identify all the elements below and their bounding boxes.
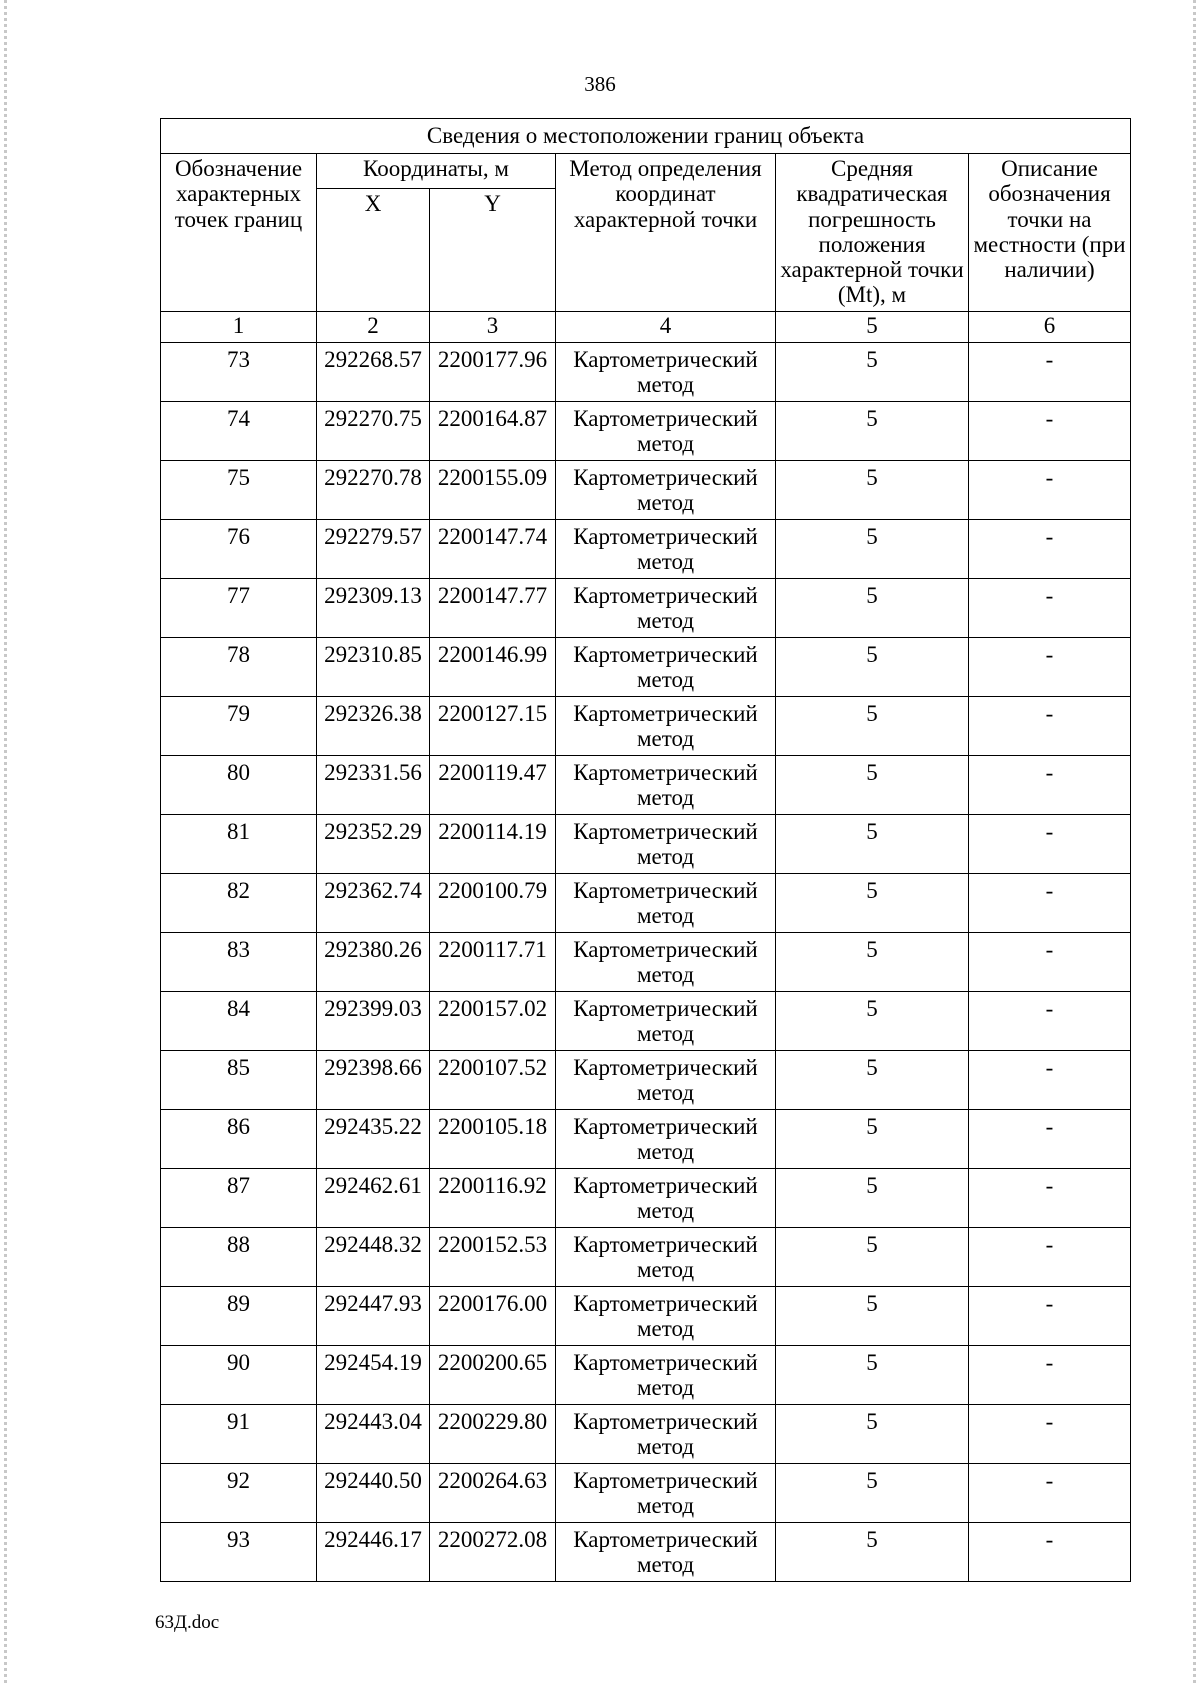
mean-error-cell: 5 [776,638,969,697]
method-cell [556,1346,776,1405]
column-number: 4 [556,312,776,343]
table-row [161,1287,1131,1346]
method-line-1: Картометрический [573,583,758,608]
method-line-2: метод [636,844,695,870]
method-line-2: метод [636,431,695,457]
description-cell: - [969,1523,1131,1582]
method-line-2: метод [636,962,695,988]
point-number-cell: 90 [161,1346,317,1405]
point-number-cell: 77 [161,579,317,638]
point-number-cell: 89 [161,1287,317,1346]
header-mean-error: Средняя квадратическая погрешность положения характерной точки (Mt), м [776,154,969,312]
point-number-cell: 87 [161,1169,317,1228]
y-coordinate-cell: 2200176.00 [430,1287,556,1346]
mean-error-cell: 5 [776,1110,969,1169]
mean-error-cell: 5 [776,756,969,815]
x-coordinate-cell: 292435.22 [317,1110,430,1169]
point-number-cell: 86 [161,1110,317,1169]
method-cell [556,1287,776,1346]
method-cell [556,992,776,1051]
point-number-cell: 82 [161,874,317,933]
description-cell: - [969,638,1131,697]
header-coordinates: Координаты, м [317,154,556,189]
x-coordinate-cell: 292310.85 [317,638,430,697]
method-cell [556,461,776,520]
y-coordinate-cell: 2200164.87 [430,402,556,461]
mean-error-cell: 5 [776,579,969,638]
mean-error-cell: 5 [776,461,969,520]
method-cell [556,1405,776,1464]
method-line-1: Картометрический [573,642,758,667]
y-coordinate-cell: 2200147.74 [430,520,556,579]
method-cell [556,579,776,638]
table-row [161,1169,1131,1228]
point-number-cell: 78 [161,638,317,697]
x-coordinate-cell: 292270.78 [317,461,430,520]
method-line-1: Картометрический [573,996,758,1021]
method-line-2: метод [636,667,695,693]
page-number: 386 [584,72,616,96]
mean-error-cell: 5 [776,874,969,933]
table-caption: Сведения о местоположении границ объекта [161,119,1131,154]
point-number-cell: 73 [161,343,317,402]
method-line-2: метод [636,1375,695,1401]
x-coordinate-cell: 292448.32 [317,1228,430,1287]
mean-error-cell: 5 [776,697,969,756]
method-line-2: метод [636,1139,695,1165]
table-row [161,402,1131,461]
point-number-cell: 84 [161,992,317,1051]
method-line-2: метод [636,608,695,634]
point-number-cell: 91 [161,1405,317,1464]
table-row [161,1523,1131,1582]
x-coordinate-cell: 292279.57 [317,520,430,579]
table-row [161,815,1131,874]
column-number: 5 [776,312,969,343]
y-coordinate-cell: 2200146.99 [430,638,556,697]
method-line-2: метод [636,1257,695,1283]
method-cell [556,638,776,697]
method-line-2: метод [636,1434,695,1460]
boundary-coordinates-table [160,118,1131,1582]
column-number: 2 [317,312,430,343]
description-cell: - [969,874,1131,933]
y-coordinate-cell: 2200155.09 [430,461,556,520]
method-line-2: метод [636,1080,695,1106]
x-coordinate-cell: 292443.04 [317,1405,430,1464]
table-row [161,1110,1131,1169]
method-cell [556,1169,776,1228]
table-row [161,520,1131,579]
method-cell [556,874,776,933]
y-coordinate-cell: 2200114.19 [430,815,556,874]
footer-file-reference: 63Д.doc [155,1612,220,1633]
header-point-designation: Обозначение характерных точек границ [161,154,317,312]
mean-error-cell: 5 [776,520,969,579]
description-cell: - [969,815,1131,874]
point-number-cell: 85 [161,1051,317,1110]
method-line-1: Картометрический [573,524,758,549]
method-cell [556,1110,776,1169]
x-coordinate-cell: 292268.57 [317,343,430,402]
mean-error-cell: 5 [776,402,969,461]
method-line-1: Картометрический [573,701,758,726]
method-line-2: метод [636,726,695,752]
method-line-1: Картометрический [573,1232,758,1257]
description-cell: - [969,992,1131,1051]
column-number: 1 [161,312,317,343]
method-line-1: Картометрический [573,819,758,844]
point-number-cell: 88 [161,1228,317,1287]
y-coordinate-cell: 2200147.77 [430,579,556,638]
table-row [161,1464,1131,1523]
point-number-cell: 76 [161,520,317,579]
column-number-row [161,312,1131,343]
x-coordinate-cell: 292352.29 [317,815,430,874]
column-number: 6 [969,312,1131,343]
mean-error-cell: 5 [776,992,969,1051]
y-coordinate-cell: 2200152.53 [430,1228,556,1287]
description-cell: - [969,1110,1131,1169]
method-cell [556,520,776,579]
y-coordinate-cell: 2200177.96 [430,343,556,402]
y-coordinate-cell: 2200117.71 [430,933,556,992]
x-coordinate-cell: 292462.61 [317,1169,430,1228]
y-coordinate-cell: 2200272.08 [430,1523,556,1582]
mean-error-cell: 5 [776,1346,969,1405]
description-cell: - [969,520,1131,579]
x-coordinate-cell: 292362.74 [317,874,430,933]
method-line-1: Картометрический [573,878,758,903]
method-cell [556,1523,776,1582]
x-coordinate-cell: 292309.13 [317,579,430,638]
description-cell: - [969,1405,1131,1464]
mean-error-cell: 5 [776,343,969,402]
method-line-1: Картометрический [573,937,758,962]
method-line-1: Картометрический [573,1468,758,1493]
table-row [161,1405,1131,1464]
point-number-cell: 75 [161,461,317,520]
x-coordinate-cell: 292446.17 [317,1523,430,1582]
description-cell: - [969,1228,1131,1287]
method-line-2: метод [636,549,695,575]
table-row [161,1051,1131,1110]
y-coordinate-cell: 2200107.52 [430,1051,556,1110]
y-coordinate-cell: 2200229.80 [430,1405,556,1464]
description-cell: - [969,402,1131,461]
method-line-1: Картометрический [573,1527,758,1552]
method-line-2: метод [636,1316,695,1342]
mean-error-cell: 5 [776,1169,969,1228]
method-line-1: Картометрический [573,1114,758,1139]
method-line-1: Картометрический [573,406,758,431]
point-number-cell: 81 [161,815,317,874]
method-line-1: Картометрический [573,465,758,490]
x-coordinate-cell: 292270.75 [317,402,430,461]
point-number-cell: 93 [161,1523,317,1582]
table-row [161,1346,1131,1405]
method-cell [556,815,776,874]
method-line-1: Картометрический [573,1055,758,1080]
y-coordinate-cell: 2200105.18 [430,1110,556,1169]
description-cell: - [969,1287,1131,1346]
table-row [161,933,1131,992]
header-description: Описание обозначения точки на местности (при наличии) [969,154,1131,312]
table-row [161,343,1131,402]
method-cell [556,1228,776,1287]
mean-error-cell: 5 [776,933,969,992]
mean-error-cell: 5 [776,1464,969,1523]
method-line-2: метод [636,1552,695,1578]
header-method: Метод определения координат характерной точки [556,154,776,312]
method-line-1: Картометрический [573,1173,758,1198]
table-row [161,461,1131,520]
mean-error-cell: 5 [776,1051,969,1110]
mean-error-cell: 5 [776,1228,969,1287]
method-cell [556,756,776,815]
x-coordinate-cell: 292454.19 [317,1346,430,1405]
mean-error-cell: 5 [776,1287,969,1346]
y-coordinate-cell: 2200119.47 [430,756,556,815]
method-line-2: метод [636,1021,695,1047]
method-line-1: Картометрический [573,1291,758,1316]
method-line-2: метод [636,1198,695,1224]
y-coordinate-cell: 2200157.02 [430,992,556,1051]
x-coordinate-cell: 292399.03 [317,992,430,1051]
method-cell [556,1464,776,1523]
x-coordinate-cell: 292398.66 [317,1051,430,1110]
x-coordinate-cell: 292326.38 [317,697,430,756]
description-cell: - [969,1346,1131,1405]
mean-error-cell: 5 [776,1523,969,1582]
y-coordinate-cell: 2200100.79 [430,874,556,933]
description-cell: - [969,1051,1131,1110]
description-cell: - [969,461,1131,520]
mean-error-cell: 5 [776,1405,969,1464]
method-line-2: метод [636,1493,695,1519]
table-row [161,638,1131,697]
header-x: X [317,189,430,312]
table-row [161,1228,1131,1287]
method-line-1: Картометрический [573,1350,758,1375]
method-line-2: метод [636,490,695,516]
method-cell [556,402,776,461]
method-cell [556,933,776,992]
method-cell [556,343,776,402]
y-coordinate-cell: 2200116.92 [430,1169,556,1228]
scan-edge-left [4,0,7,1686]
column-number: 3 [430,312,556,343]
table-row [161,992,1131,1051]
header-y: Y [430,189,556,312]
point-number-cell: 74 [161,402,317,461]
description-cell: - [969,1169,1131,1228]
description-cell: - [969,933,1131,992]
table-body [161,343,1131,1582]
description-cell: - [969,697,1131,756]
method-line-2: метод [636,785,695,811]
description-cell: - [969,1464,1131,1523]
x-coordinate-cell: 292447.93 [317,1287,430,1346]
x-coordinate-cell: 292331.56 [317,756,430,815]
table-row [161,874,1131,933]
scan-edge-right [1193,0,1196,1686]
point-number-cell: 92 [161,1464,317,1523]
y-coordinate-cell: 2200264.63 [430,1464,556,1523]
method-cell [556,697,776,756]
table-row [161,579,1131,638]
description-cell: - [969,579,1131,638]
method-line-2: метод [636,903,695,929]
description-cell: - [969,756,1131,815]
method-line-1: Картометрический [573,1409,758,1434]
y-coordinate-cell: 2200127.15 [430,697,556,756]
method-cell [556,1051,776,1110]
table-row [161,756,1131,815]
x-coordinate-cell: 292440.50 [317,1464,430,1523]
point-number-cell: 80 [161,756,317,815]
table-row [161,697,1131,756]
method-line-2: метод [636,372,695,398]
point-number-cell: 83 [161,933,317,992]
y-coordinate-cell: 2200200.65 [430,1346,556,1405]
x-coordinate-cell: 292380.26 [317,933,430,992]
point-number-cell: 79 [161,697,317,756]
method-line-1: Картометрический [573,760,758,785]
description-cell: - [969,343,1131,402]
mean-error-cell: 5 [776,815,969,874]
method-line-1: Картометрический [573,347,758,372]
